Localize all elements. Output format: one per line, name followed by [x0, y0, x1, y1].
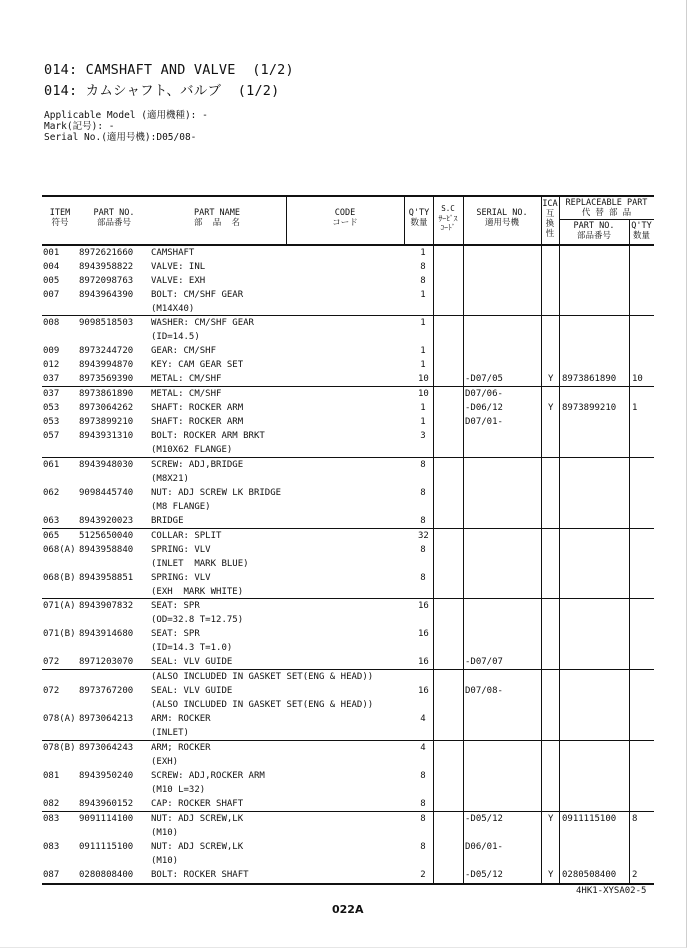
- row-item: 005: [43, 276, 60, 286]
- row-qty: 10: [418, 374, 429, 384]
- table-row: [42, 712, 654, 726]
- header-sc: S.C ｻｰﾋﾞｽ ｺｰﾄﾞ: [438, 204, 458, 232]
- row-item: 062: [43, 488, 60, 498]
- row-serial: -D05/12: [465, 870, 503, 880]
- page-title-japanese: 014: カムシャフト、バルブ (1/2): [44, 83, 280, 99]
- row-part-name: SEAL: VLV GUIDE: [151, 686, 233, 696]
- table-row: [42, 840, 654, 854]
- table-row: [42, 372, 654, 386]
- row-qty: 8: [420, 545, 426, 555]
- row-qty: 16: [418, 686, 429, 696]
- row-replace-qty: 8: [632, 814, 638, 824]
- row-item: 063: [43, 516, 60, 526]
- row-item: 081: [43, 771, 60, 781]
- row-part-name: VALVE: EXH: [151, 276, 206, 286]
- header-item: ITEM 符号: [49, 208, 71, 228]
- table-row: [42, 769, 654, 783]
- row-part-no: 8973767200: [79, 686, 134, 696]
- row-item: 053: [43, 417, 60, 427]
- table-top-rule: [42, 195, 654, 197]
- table-row: [42, 812, 654, 826]
- row-part-no: 8943960152: [79, 799, 134, 809]
- row-item: 057: [43, 431, 60, 441]
- row-item: 071(B): [43, 629, 76, 639]
- table-row: [42, 246, 654, 260]
- row-part-no: 9098518503: [79, 318, 134, 328]
- row-part-no: 8943964390: [79, 290, 134, 300]
- table-row: [42, 698, 654, 712]
- table-row: [42, 302, 654, 316]
- row-qty: 4: [420, 714, 426, 724]
- row-part-no: 8973569390: [79, 374, 134, 384]
- row-qty: 32: [418, 531, 429, 541]
- row-part-name: SEAL: VLV GUIDE: [151, 657, 233, 667]
- row-part-no: 8943950240: [79, 771, 134, 781]
- row-qty: 4: [420, 743, 426, 753]
- row-part-name: BRIDGE: [151, 516, 184, 526]
- row-replace-qty: 10: [632, 374, 643, 384]
- row-replace-part-no: 8973861890: [562, 374, 617, 384]
- table-row: [42, 316, 654, 330]
- row-part-name: (ALSO INCLUDED IN GASKET SET(ENG & HEAD)): [151, 672, 374, 682]
- row-part-name: (M8X21): [151, 474, 189, 484]
- table-row: [42, 472, 654, 486]
- row-part-name: (ALSO INCLUDED IN GASKET SET(ENG & HEAD)): [151, 700, 374, 710]
- row-replace-part-no: 0280508400: [562, 870, 617, 880]
- row-serial: -D07/07: [465, 657, 503, 667]
- table-row: [42, 543, 654, 557]
- replaceable-subheader-rule: [559, 219, 654, 220]
- row-part-name: (OD=32.8 T=12.75): [151, 615, 244, 625]
- row-part-name: GEAR: CM/SHF: [151, 346, 217, 356]
- row-part-name: NUT: ADJ SCREW LK BRIDGE: [151, 488, 282, 498]
- applicable-model: Applicable Model (適用機種): -: [44, 110, 208, 121]
- row-qty: 1: [420, 417, 426, 427]
- row-item: 009: [43, 346, 60, 356]
- table-row: [42, 429, 654, 443]
- row-qty: 8: [420, 460, 426, 470]
- row-qty: 8: [420, 814, 426, 824]
- row-part-no: 0911115100: [79, 842, 134, 852]
- row-qty: 10: [418, 389, 429, 399]
- row-item: 072: [43, 657, 60, 667]
- row-qty: 8: [420, 516, 426, 526]
- table-row: [42, 641, 654, 655]
- table-row: [42, 330, 654, 344]
- row-part-name: BOLT: ROCKER ARM BRKT: [151, 431, 265, 441]
- row-part-name: SCREW: ADJ,ROCKER ARM: [151, 771, 265, 781]
- row-part-no: 8973064213: [79, 714, 134, 724]
- row-item: 061: [43, 460, 60, 470]
- row-part-name: NUT: ADJ SCREW,LK: [151, 842, 244, 852]
- table-row: [42, 783, 654, 797]
- row-ica: Y: [548, 814, 554, 824]
- document-code: 4HK1-XYSA02-5: [576, 886, 647, 896]
- row-qty: 16: [418, 601, 429, 611]
- row-part-name: SEAT: SPR: [151, 601, 200, 611]
- row-part-name: (ID=14.5): [151, 332, 200, 342]
- row-qty: 8: [420, 276, 426, 286]
- table-row: [42, 415, 654, 429]
- header-qty: Q'TY 数量: [408, 208, 430, 228]
- row-serial: -D05/12: [465, 814, 503, 824]
- table-row: [42, 571, 654, 585]
- row-ica: Y: [548, 870, 554, 880]
- row-part-no: 9098445740: [79, 488, 134, 498]
- row-part-no: 8973899210: [79, 417, 134, 427]
- row-item: 071(A): [43, 601, 76, 611]
- row-part-no: 8943907832: [79, 601, 134, 611]
- col-rule: [404, 196, 405, 245]
- row-part-name: SEAT: SPR: [151, 629, 200, 639]
- row-qty: 1: [420, 290, 426, 300]
- row-item: 083: [43, 842, 60, 852]
- header-serial-no: SERIAL NO. 適用号機: [476, 208, 528, 228]
- row-item: 078(B): [43, 743, 76, 753]
- table-row: [42, 358, 654, 372]
- row-item: 068(A): [43, 545, 76, 555]
- table-row: [42, 670, 654, 684]
- row-qty: 1: [420, 346, 426, 356]
- row-part-name: (M10 L=32): [151, 785, 206, 795]
- row-part-name: (M10): [151, 828, 179, 838]
- row-qty: 1: [420, 403, 426, 413]
- row-part-name: SPRING: VLV: [151, 573, 211, 583]
- row-replace-qty: 1: [632, 403, 638, 413]
- header-part-no: PART NO. 部品番号: [93, 208, 135, 228]
- row-part-no: 8973861890: [79, 389, 134, 399]
- table-row: [42, 755, 654, 769]
- row-part-name: (INLET MARK BLUE): [151, 559, 249, 569]
- row-part-name: (EXH): [151, 757, 179, 767]
- page-number: 022A: [332, 903, 364, 916]
- row-part-name: ARM; ROCKER: [151, 743, 211, 753]
- header-ica: ICA 互 換 性: [542, 199, 558, 239]
- table-row: [42, 288, 654, 302]
- row-replace-part-no: 0911115100: [562, 814, 617, 824]
- row-qty: 8: [420, 842, 426, 852]
- col-rule: [286, 196, 287, 245]
- row-part-no: 8973244720: [79, 346, 134, 356]
- row-part-name: NUT: ADJ SCREW,LK: [151, 814, 244, 824]
- row-part-name: SHAFT: ROCKER ARM: [151, 403, 244, 413]
- row-part-name: SHAFT: ROCKER ARM: [151, 417, 244, 427]
- table-row: [42, 529, 654, 543]
- row-part-name: VALVE: INL: [151, 262, 206, 272]
- row-qty: 1: [420, 360, 426, 370]
- row-item: 004: [43, 262, 60, 272]
- row-qty: 3: [420, 431, 426, 441]
- table-row: [42, 458, 654, 472]
- row-part-no: 8972098763: [79, 276, 134, 286]
- row-part-no: 8943958822: [79, 262, 134, 272]
- table-row: [42, 741, 654, 755]
- table-row: [42, 599, 654, 613]
- table-row: [42, 627, 654, 641]
- serial-number: Serial No.(適用号機):D05/08-: [44, 132, 197, 143]
- table-row: [42, 868, 654, 882]
- row-replace-qty: 2: [632, 870, 638, 880]
- row-qty: 8: [420, 771, 426, 781]
- row-serial: D07/01-: [465, 417, 503, 427]
- row-ica: Y: [548, 374, 554, 384]
- row-item: 001: [43, 248, 60, 258]
- table-row: [42, 655, 654, 669]
- table-row: [42, 401, 654, 415]
- row-part-name: (M8 FLANGE): [151, 502, 211, 512]
- row-qty: 8: [420, 262, 426, 272]
- row-item: 053: [43, 403, 60, 413]
- row-part-name: CAMSHAFT: [151, 248, 195, 258]
- header-r-qty: Q'TY 数量: [631, 221, 652, 241]
- row-part-name: SPRING: VLV: [151, 545, 211, 555]
- row-part-name: (M10): [151, 856, 179, 866]
- table-bottom-rule: [42, 883, 654, 885]
- header-code: CODE コード: [332, 208, 358, 228]
- mark: Mark(記号): -: [44, 121, 115, 132]
- table-row: [42, 613, 654, 627]
- row-item: 082: [43, 799, 60, 809]
- table-row: [42, 500, 654, 514]
- table-row: [42, 486, 654, 500]
- row-part-no: 0280808400: [79, 870, 134, 880]
- row-part-no: 8943958851: [79, 573, 134, 583]
- row-ica: Y: [548, 403, 554, 413]
- row-qty: 2: [420, 870, 426, 880]
- table-row: [42, 797, 654, 811]
- row-serial: -D06/12: [465, 403, 503, 413]
- row-item: 078(A): [43, 714, 76, 724]
- row-item: 083: [43, 814, 60, 824]
- row-item: 037: [43, 374, 60, 384]
- header-replaceable: REPLACEABLE PART 代 替 部 品: [565, 198, 648, 218]
- row-item: 068(B): [43, 573, 76, 583]
- row-part-name: METAL: CM/SHF: [151, 389, 222, 399]
- table-row: [42, 514, 654, 528]
- table-row: [42, 443, 654, 457]
- row-part-name: BOLT: CM/SHF GEAR: [151, 290, 244, 300]
- row-part-no: 8973064243: [79, 743, 134, 753]
- table-row: [42, 854, 654, 868]
- page-title: 014: CAMSHAFT AND VALVE (1/2): [44, 62, 294, 78]
- row-part-no: 9091114100: [79, 814, 134, 824]
- row-serial: -D07/05: [465, 374, 503, 384]
- table-row: [42, 557, 654, 571]
- row-qty: 16: [418, 629, 429, 639]
- row-qty: 1: [420, 318, 426, 328]
- row-qty: 16: [418, 657, 429, 667]
- table-row: [42, 274, 654, 288]
- row-part-name: KEY: CAM GEAR SET: [151, 360, 244, 370]
- row-serial: D06/01-: [465, 842, 503, 852]
- row-item: 087: [43, 870, 60, 880]
- row-qty: 8: [420, 799, 426, 809]
- row-part-no: 8973064262: [79, 403, 134, 413]
- row-part-no: 8943920023: [79, 516, 134, 526]
- row-part-no: 8943931310: [79, 431, 134, 441]
- row-item: 072: [43, 686, 60, 696]
- row-item: 008: [43, 318, 60, 328]
- row-part-no: 8972621660: [79, 248, 134, 258]
- table-row: [42, 260, 654, 274]
- row-part-name: (INLET): [151, 728, 189, 738]
- header-r-part-no: PART NO. 部品番号: [573, 221, 615, 241]
- row-part-name: (M14X40): [151, 304, 195, 314]
- row-part-name: WASHER: CM/SHF GEAR: [151, 318, 254, 328]
- row-serial: D07/08-: [465, 686, 503, 696]
- row-part-name: (ID=14.3 T=1.0): [151, 643, 233, 653]
- row-part-no: 8971203070: [79, 657, 134, 667]
- row-part-name: BOLT: ROCKER SHAFT: [151, 870, 249, 880]
- row-part-no: 5125650040: [79, 531, 134, 541]
- row-qty: 8: [420, 573, 426, 583]
- row-part-no: 8943958840: [79, 545, 134, 555]
- row-part-name: ARM: ROCKER: [151, 714, 211, 724]
- row-serial: D07/06-: [465, 389, 503, 399]
- row-item: 012: [43, 360, 60, 370]
- row-part-no: 8943948030: [79, 460, 134, 470]
- table-row: [42, 684, 654, 698]
- table-row: [42, 344, 654, 358]
- row-part-no: 8943914680: [79, 629, 134, 639]
- row-part-name: SCREW: ADJ,BRIDGE: [151, 460, 244, 470]
- table-row: [42, 726, 654, 740]
- row-replace-part-no: 8973899210: [562, 403, 617, 413]
- row-qty: 8: [420, 488, 426, 498]
- row-part-name: (EXH MARK WHITE): [151, 587, 244, 597]
- row-item: 007: [43, 290, 60, 300]
- row-item: 065: [43, 531, 60, 541]
- row-item: 037: [43, 389, 60, 399]
- table-row: [42, 826, 654, 840]
- row-qty: 1: [420, 248, 426, 258]
- row-part-name: (M10X62 FLANGE): [151, 445, 233, 455]
- row-part-name: METAL: CM/SHF: [151, 374, 222, 384]
- header-part-name: PART NAME 部 品 名: [193, 208, 241, 228]
- table-row: [42, 585, 654, 599]
- row-part-name: COLLAR: SPLIT: [151, 531, 222, 541]
- table-row: [42, 387, 654, 401]
- row-part-name: CAP: ROCKER SHAFT: [151, 799, 244, 809]
- row-part-no: 8943994870: [79, 360, 134, 370]
